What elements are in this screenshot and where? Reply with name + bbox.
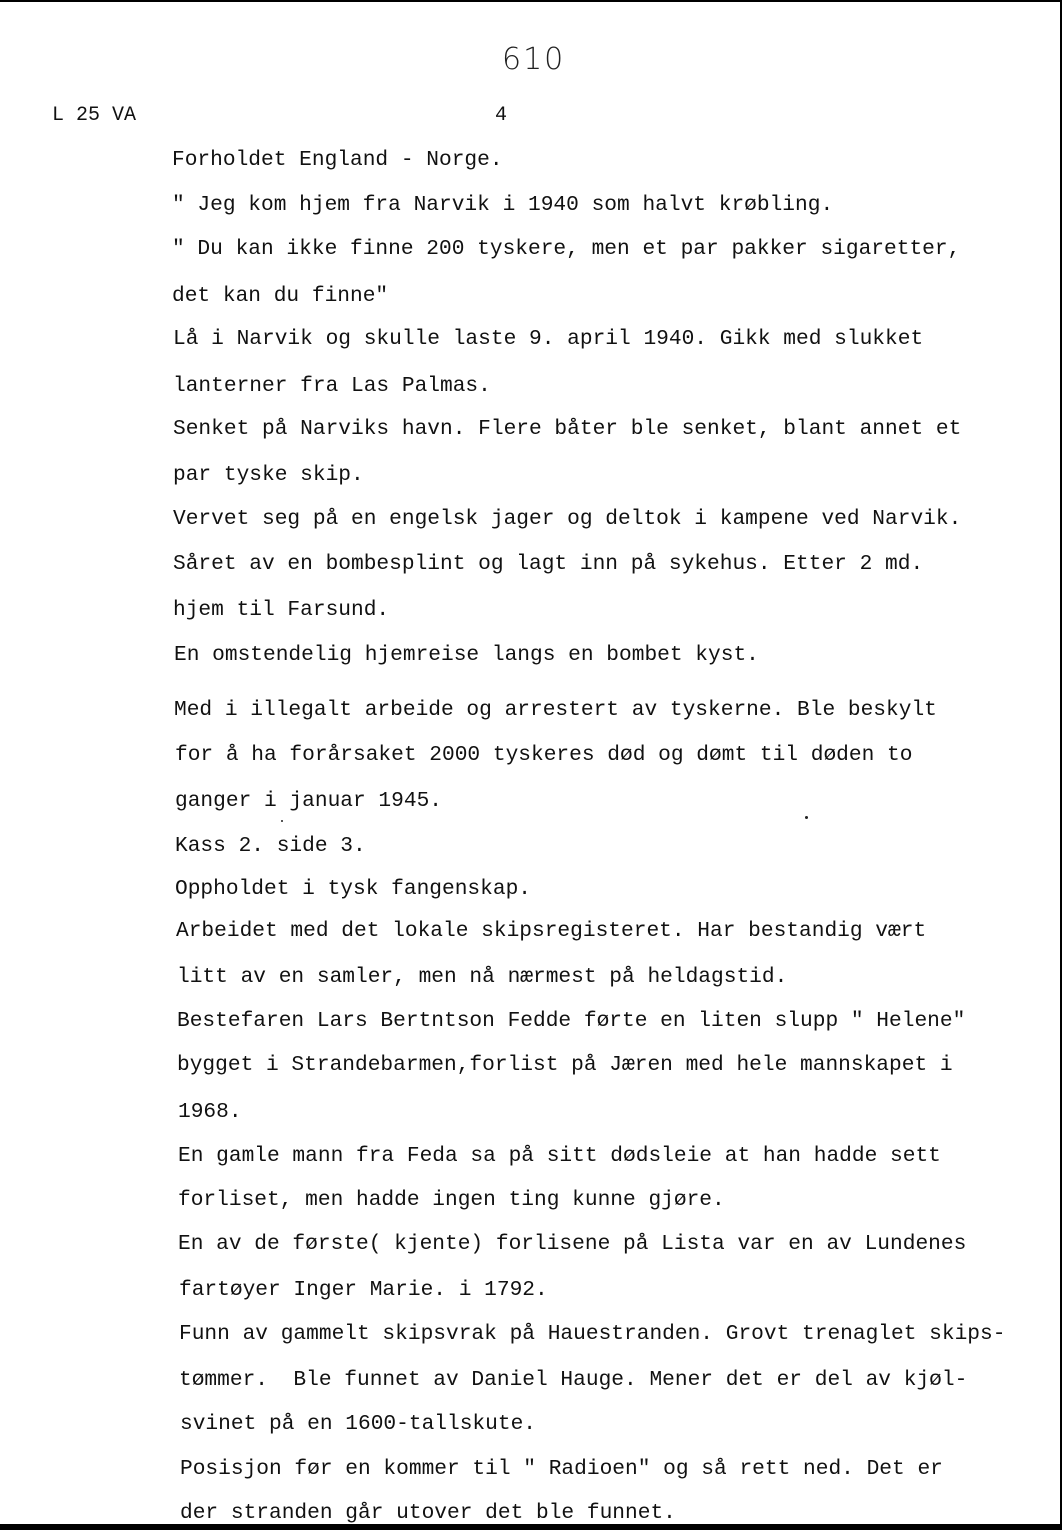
archive-code: L 25 VA [52,104,137,127]
text-line-7: Senket på Narviks havn. Flere båter ble senket, blant annet et [173,417,962,441]
text-line-6: lanterner fra Las Palmas. [173,374,491,398]
text-line-28: tømmer. Ble funnet av Daniel Hauge. Mener det er del av kjøl- [179,1368,968,1392]
text-line-21: bygget i Strandebarmen,forlist på Jæren med hele mannskapet i [177,1053,953,1077]
text-line-4: det kan du finne" [172,284,389,308]
scan-speck [805,816,808,819]
text-line-25: En av de første( kjente) forlisene på Lista var en av Lundenes [178,1232,967,1256]
text-line-22: 1968. [178,1100,242,1124]
text-line-13: Med i illegalt arbeide og arrestert av tyskerne. Ble beskylt [174,698,937,722]
text-line-15: ganger i januar 1945. [175,789,443,813]
text-line-30: Posisjon før en kommer til " Radioen" og så rett ned. Det er [180,1457,943,1481]
page-top-edge [0,0,1062,2]
text-line-12: En omstendelig hjemreise langs en bombet kyst. [174,643,759,667]
text-line-9: Vervet seg på en engelsk jager og deltok i kampene ved Narvik. [173,507,962,531]
scan-speck [281,820,283,822]
text-line-11: hjem til Farsund. [173,598,390,622]
text-line-20: Bestefaren Lars Bertntson Fedde førte en liten slupp " Helene" [177,1009,966,1033]
text-line-8: par tyske skip. [173,463,364,487]
text-line-3: " Du kan ikke finne 200 tyskere, men et par pakker sigaretter, [172,237,961,261]
text-line-19: litt av en samler, men nå nærmest på heldagstid. [177,965,788,989]
text-line-10: Såret av en bombesplint og lagt inn på sykehus. Etter 2 md. [173,552,924,576]
text-line-29: svinet på en 1600-tallskute. [180,1412,537,1436]
text-line-24: forliset, men hadde ingen ting kunne gjøre. [178,1188,725,1212]
typed-page-number: 4 [495,104,508,127]
handwritten-page-number: 610 [502,42,566,77]
text-line-31: der stranden går utover det ble funnet. [180,1501,676,1525]
text-line-16: Kass 2. side 3. [175,834,366,858]
text-line-2: " Jeg kom hjem fra Narvik i 1940 som halvt krøbling. [172,193,834,217]
text-line-17: Oppholdet i tysk fangenskap. [175,877,532,901]
text-line-23: En gamle mann fra Feda sa på sitt dødsleie at han hadde sett [178,1144,941,1168]
text-line-27: Funn av gammelt skipsvrak på Hauestranden. Grovt trenaglet skips- [179,1322,1006,1346]
text-line-5: Lå i Narvik og skulle laste 9. april 1940. Gikk med slukket [173,327,924,351]
text-line-1: Forholdet England - Norge. [172,148,503,172]
text-line-14: for å ha forårsaket 2000 tyskeres død og dømt til døden to [175,743,913,767]
text-line-26: fartøyer Inger Marie. i 1792. [179,1278,548,1302]
text-line-18: Arbeidet med det lokale skipsregisteret. Har bestandig vært [176,919,927,943]
